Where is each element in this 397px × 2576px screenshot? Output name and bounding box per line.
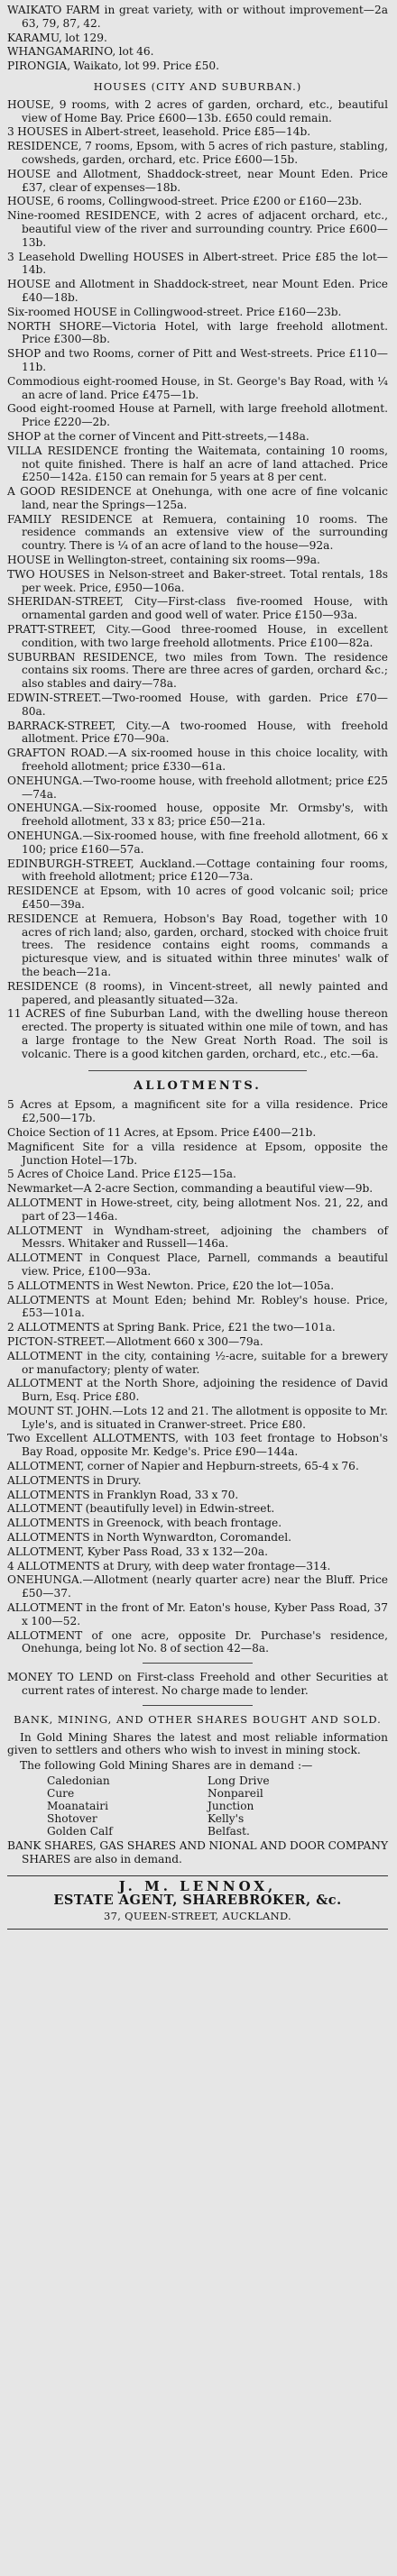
- listing-entry: HOUSE, 9 rooms, with 2 acres of garden, orchard, etc., beautiful view of Home Bay. Price £600—13b. £650 could remain.: [7, 97, 388, 124]
- listing-entry: A GOOD RESIDENCE at Onehunga, with one acre of fine volcanic land, near the Springs—125a.: [7, 485, 388, 511]
- listing-entry: 11 ACRES of fine Suburban Land, with the dwelling house thereon erected. The property is situated within one mile of town, and has a large frontage to the New Great North Road. The soil is volcanic. There is a good kitchen garden, orchard, etc., etc.—6a.: [7, 1007, 388, 1060]
- listing-entry: HOUSE in Wellington-street, containing six rooms—99a.: [7, 554, 320, 567]
- listing-entry: FAMILY RESIDENCE at Remuera, containing 10 rooms. The residence commands an extensive view of the surrounding country. There is ¼ of an acre of land to the house—92a.: [7, 512, 388, 553]
- listing-entry: Six-roomed HOUSE in Collingwood-street. Price £160—23b.: [7, 305, 342, 318]
- shares-demand-line: The following Gold Mining Shares are in demand :—: [20, 1759, 313, 1773]
- listing-entry: VILLA RESIDENCE fronting the Waitemata, containing 10 rooms, not quite finished. There is half an acre of land attached. Price £250—142a. £150 can remain for 5 years at 8 per cent.: [7, 444, 388, 484]
- listing-entry: SHERIDAN-STREET, City—First-class five-roomed House, with ornamental garden and good well of water. Price £150—93a.: [7, 595, 388, 622]
- shares-name-list: [7, 1774, 388, 1838]
- listing-entry: KARAMU, lot 129.: [7, 31, 107, 44]
- section-divider: [143, 1663, 253, 1664]
- listing-entry: MOUNT ST. JOHN.—Lots 12 and 21. The allotment is opposite to Mr. Lyle's, and is situated in Cranwer-street. Price £80.: [7, 1404, 388, 1431]
- listing-entry: PIRONGIA, Waikato, lot 99. Price £50.: [7, 60, 219, 73]
- listing-entry: EDINBURGH-STREET, Auckland.—Cottage containing four rooms, with freehold allotment; price £120—73a.: [7, 857, 388, 884]
- listing-entry: GRAFTON ROAD.—A six-roomed house in this choice locality, with freehold allotment; price £330—61a.: [7, 747, 388, 774]
- listing-entry: RESIDENCE, 7 rooms, Epsom, with 5 acres of rich pasture, stabling, cowsheds, garden, orchard, etc. Price £600—15b.: [7, 140, 388, 166]
- listing-entry: ALLOTMENTS in Greenock, with beach frontage.: [7, 1517, 282, 1530]
- listing-entry: ALLOTMENT in the city, containing ½-acre, suitable for a brewery or manufactory; plenty of water.: [7, 1349, 388, 1376]
- share-name: Long Drive: [208, 1774, 270, 1788]
- section-divider: [143, 1705, 253, 1706]
- listing-entry: RESIDENCE (8 rooms), in Vincent-street, all newly painted and papered, and pleasantly situated—32a.: [7, 979, 388, 1006]
- listing-entry: NORTH SHORE—Victoria Hotel, with large freehold allotment. Price £300—8b.: [7, 319, 388, 346]
- listing-entry: 3 Leasehold Dwelling HOUSES in Albert-street. Price £85 the lot—14b.: [7, 250, 388, 277]
- listing-entry: ALLOTMENT in Howe-street, city, being allotment Nos. 21, 22, and part of 23—146a.: [7, 1196, 388, 1223]
- listing-entry: ALLOTMENTS in Franklyn Road, 33 x 70.: [7, 1488, 239, 1501]
- share-name: Junction: [208, 1800, 254, 1813]
- listing-entry: SHOP at the corner of Vincent and Pitt-streets,—148a.: [7, 429, 309, 443]
- listing-entry: ONEHUNGA.—Allotment (nearly quarter acre) near the Bluff. Price £50—37.: [7, 1573, 388, 1600]
- listing-entry: ALLOTMENTS in North Wynwardton, Coromandel.: [7, 1531, 292, 1545]
- listing-entry: Newmarket—A 2-acre Section, commanding a beautiful view—9b.: [7, 1182, 374, 1196]
- listing-entry: ALLOTMENTS in Drury.: [7, 1473, 142, 1487]
- top-listings: [7, 4, 388, 73]
- listing-entry: ALLOTMENT (beautifully level) in Edwin-street.: [7, 1502, 275, 1516]
- listing-entry: ALLOTMENTS at Mount Eden; behind Mr. Robley's house. Price, £53—101a.: [7, 1293, 388, 1320]
- listing-entry: 3 HOUSES in Albert-street, leasehold. Price £85—14b.: [7, 125, 311, 139]
- money-to-lend-notice: MONEY TO LEND on First-class Freehold and other Securities at current rates of interest. No charge made to lender.: [7, 1671, 388, 1698]
- listing-entry: WHANGAMARINO, lot 46.: [7, 45, 154, 59]
- listing-entry: Choice Section of 11 Acres, at Epsom. Price £400—21b.: [7, 1125, 317, 1139]
- share-name: Moanatairi: [47, 1800, 108, 1813]
- share-name: Caledonian: [47, 1774, 110, 1788]
- bottom-margin: [7, 1930, 388, 1953]
- listing-entry: RESIDENCE at Remuera, Hobson's Bay Road, together with 10 acres of rich land; also, garden, orchard, stocked with choice fruit trees. The residence contains eight rooms, commands a picturesque view, and is situated within three minutes' walk of the beach—21a.: [7, 912, 388, 978]
- listing-entry: ALLOTMENT of one acre, opposite Dr. Purchase's residence, Onehunga, being lot No. 8 of section 42—8a.: [7, 1628, 388, 1655]
- share-name: Golden Calf: [47, 1825, 113, 1838]
- shares-closing: BANK SHARES, GAS SHARES AND NIONAL AND DOOR COMPANY SHARES are also in demand.: [7, 1839, 388, 1866]
- share-name: Belfast.: [208, 1825, 250, 1838]
- listing-entry: Good eight-roomed House at Parnell, with large freehold allotment. Price £220—2b.: [7, 402, 388, 429]
- listing-entry: SHOP and two Rooms, corner of Pitt and West-streets. Price £110—11b.: [7, 347, 388, 373]
- share-name: Shotover: [47, 1812, 97, 1826]
- allotments-heading: ALLOTMENTS.: [134, 1078, 262, 1093]
- listing-entry: ONEHUNGA.—Six-roomed house, with fine freehold allotment, 66 x 100; price £160—57a.: [7, 830, 388, 856]
- agent-signature-block: [7, 1875, 388, 1930]
- houses-listings: [7, 98, 388, 1061]
- share-name: Kelly's: [208, 1812, 245, 1826]
- listing-entry: EDWIN-STREET.—Two-roomed House, with garden. Price £70—80a.: [7, 692, 388, 718]
- share-name: Nonpareil: [208, 1787, 263, 1801]
- listing-entry: 2 ALLOTMENTS at Spring Bank. Price, £21 the two—101a.: [7, 1321, 336, 1334]
- houses-heading: HOUSES (CITY AND SUBURBAN.): [93, 79, 302, 93]
- listing-entry: ALLOTMENT at the North Shore, adjoining the residence of David Burn, Esq. Price £80.: [7, 1377, 388, 1404]
- listing-entry: HOUSE and Allotment in Shaddock-street, near Mount Eden. Price £40—18b.: [7, 278, 388, 304]
- section-divider: [88, 1070, 307, 1071]
- agent-name: J. M. LENNOX,: [118, 1877, 277, 1894]
- share-name: Cure: [47, 1787, 75, 1801]
- listing-entry: HOUSE and Allotment, Shaddock-street, near Mount Eden. Price £37, clear of expenses—18b.: [7, 167, 388, 194]
- listing-entry: 4 ALLOTMENTS at Drury, with deep water frontage—314.: [7, 1559, 331, 1572]
- listing-entry: ALLOTMENT in Conquest Place, Parnell, commands a beautiful view. Price, £100—93a.: [7, 1251, 388, 1278]
- listing-entry: HOUSE, 6 rooms, Collingwood-street. Price £200 or £160—23b.: [7, 195, 363, 208]
- listing-entry: Two Excellent ALLOTMENTS, with 103 feet frontage to Hobson's Bay Road, opposite Mr. Kedge's. Price £90—144a.: [7, 1432, 388, 1459]
- shares-heading: BANK, MINING, AND OTHER SHARES BOUGHT AND SOLD.: [14, 1712, 382, 1726]
- listing-entry: Magnificent Site for a villa residence at Epsom, opposite the Junction Hotel—17b.: [7, 1140, 388, 1167]
- listing-entry: Commodious eight-roomed House, in St. George's Bay Road, with ¼ an acre of land. Price £475—1b.: [7, 374, 388, 401]
- listing-entry: WAIKATO FARM in great variety, with or without improvement—2a 63, 79, 87, 42.: [7, 4, 388, 30]
- listing-entry: TWO HOUSES in Nelson-street and Baker-street. Total rentals, 18s per week. Price, £950—106a.: [7, 567, 388, 594]
- allotments-listings: [7, 1098, 388, 1655]
- listing-entry: ALLOTMENT in Wyndham-street, adjoining the chambers of Messrs. Whitaker and Russell—146a.: [7, 1224, 388, 1251]
- listing-entry: ONEHUNGA.—Six-roomed house, opposite Mr. Ormsby's, with freehold allotment, 33 x 83; price £50—21a.: [7, 802, 388, 829]
- listing-entry: 5 Acres of Choice Land. Price £125—15a.: [7, 1168, 236, 1181]
- shares-intro: In Gold Mining Shares the latest and most reliable information given to settlers and others who wish to invest in mining stock.: [7, 1730, 388, 1757]
- agent-address: 37, QUEEN-STREET, AUCKLAND.: [103, 1910, 292, 1923]
- listing-entry: 5 Acres at Epsom, a magnificent site for a villa residence. Price £2,500—17b.: [7, 1098, 388, 1125]
- agent-title: ESTATE AGENT, SHAREBROKER, &c.: [53, 1893, 342, 1909]
- listing-entry: ALLOTMENT in the front of Mr. Eaton's house, Kyber Pass Road, 37 x 100—52.: [7, 1601, 388, 1627]
- listing-entry: PRATT-STREET, City.—Good three-roomed House, in excellent condition, with two large freehold allotments. Price £100—82a.: [7, 623, 388, 649]
- listing-entry: 5 ALLOTMENTS in West Newton. Price, £20 the lot—105a.: [7, 1279, 335, 1292]
- listing-entry: ALLOTMENT, Kyber Pass Road, 33 x 132—20a.: [7, 1545, 269, 1558]
- listing-entry: Nine-roomed RESIDENCE, with 2 acres of adjacent orchard, etc., beautiful view of the river and surrounding country. Price £600—13b.: [7, 209, 388, 249]
- listing-entry: ONEHUNGA.—Two-roome house, with freehold allotment; price £25—74a.: [7, 774, 388, 801]
- listing-entry: BARRACK-STREET, City.—A two-roomed House, with freehold allotment. Price £70—90a.: [7, 719, 388, 746]
- listing-entry: PICTON-STREET.—Allotment 660 x 300—79a.: [7, 1334, 263, 1348]
- listing-entry: SUBURBAN RESIDENCE, two miles from Town. The residence contains six rooms. There are three acres of garden, orchard &c.; also stables and dairy—78a.: [7, 650, 388, 691]
- listing-entry: RESIDENCE at Epsom, with 10 acres of good volcanic soil; price £450—39a.: [7, 885, 388, 911]
- listing-entry: ALLOTMENT, corner of Napier and Hepburn-streets, 65-4 x 76.: [7, 1460, 359, 1473]
